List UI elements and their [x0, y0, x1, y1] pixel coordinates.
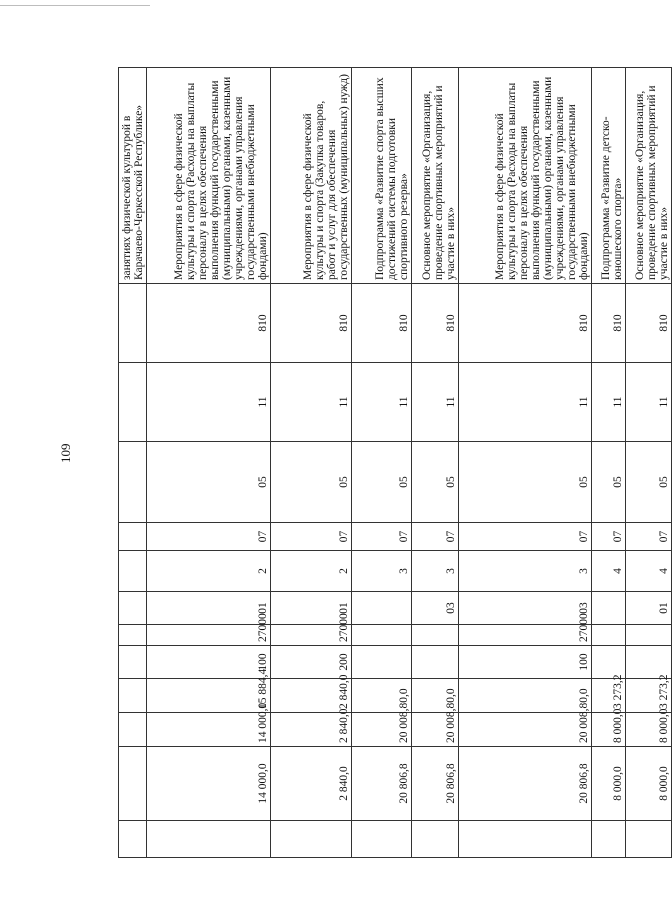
cell-v3: 20 806,8 [412, 747, 459, 821]
cell-v2: 20 008,8 [459, 713, 592, 747]
cell-pr: 05 [147, 442, 271, 523]
page-number: 109 [58, 443, 73, 463]
cell-pr [119, 442, 147, 523]
cell-p3: 03 [412, 592, 459, 625]
cell-p4 [119, 625, 147, 646]
cell-v2: 14 000,0 [147, 713, 271, 747]
cell-gr: 810 [352, 284, 412, 363]
cell-rz: 11 [412, 363, 459, 442]
cell-p3 [592, 592, 626, 625]
cell-rz: 11 [626, 363, 672, 442]
cell-p1: 07 [271, 523, 352, 551]
cell-pr: 05 [459, 442, 592, 523]
cell-p2: 3 [412, 551, 459, 592]
cell-p4: 27000 [147, 625, 271, 646]
cell-gr: 810 [147, 284, 271, 363]
cell-v1: 2 840,0 [271, 679, 352, 713]
table-row [119, 68, 147, 858]
cell-v3: 8 000,0 [592, 747, 626, 821]
table-row [412, 68, 459, 858]
blank-cell [459, 821, 592, 858]
cell-p1: 07 [459, 523, 592, 551]
cell-gr [119, 284, 147, 363]
corner-mark [0, 0, 150, 6]
cell-p3: 01 [626, 592, 672, 625]
cell-rz: 11 [459, 363, 592, 442]
row-name: Подпрограмма «Развитие детско-юношеского спорта» [592, 68, 626, 284]
cell-p1 [119, 523, 147, 551]
cell-gr: 810 [271, 284, 352, 363]
table-row [626, 68, 672, 858]
cell-p2: 2 [147, 551, 271, 592]
table-body [119, 68, 672, 858]
cell-v3: 20 806,8 [459, 747, 592, 821]
cell-p2: 2 [271, 551, 352, 592]
cell-rz: 11 [271, 363, 352, 442]
table-row [147, 68, 271, 858]
cell-gr: 810 [459, 284, 592, 363]
cell-v3 [119, 747, 147, 821]
cell-p4: 27000 [459, 625, 592, 646]
cell-pr: 05 [352, 442, 412, 523]
cell-p1: 07 [592, 523, 626, 551]
cell-gr: 810 [592, 284, 626, 363]
budget-table [118, 67, 672, 858]
table-row [271, 68, 352, 858]
blank-cell [412, 821, 459, 858]
row-name: Основное мероприятие «Организация, проведение спортивных мероприятий и участие в них» [412, 68, 459, 284]
cell-v3: 2 840,0 [271, 747, 352, 821]
cell-vr: 200 [271, 646, 352, 679]
cell-v2: 20 008,8 [352, 713, 412, 747]
cell-p2: 4 [626, 551, 672, 592]
cell-v1: 0,0 [352, 679, 412, 713]
row-name: Мероприятия в сфере физической культуры и спорта (Расходы на выплаты персоналу в целях обеспечения выполнения функций государственными (муниципальными) органами, казенными учреждениями, органами управления государственными внебюджетными фондами) [147, 68, 271, 284]
cell-vr: 100 [459, 646, 592, 679]
row-name: Основное мероприятие «Организация, проведение спортивных мероприятий и участие в них» [626, 68, 672, 284]
cell-v2 [119, 713, 147, 747]
rotated-table-wrapper [118, 68, 670, 858]
cell-vr [119, 646, 147, 679]
cell-p1: 07 [352, 523, 412, 551]
cell-gr: 810 [626, 284, 672, 363]
table-row [352, 68, 412, 858]
blank-cell [271, 821, 352, 858]
cell-rz [119, 363, 147, 442]
cell-v3: 14 000,0 [147, 747, 271, 821]
blank-cell [626, 821, 672, 858]
cell-pr: 05 [271, 442, 352, 523]
blank-cell [147, 821, 271, 858]
row-name: Мероприятия в сфере физической культуры и спорта (Расходы на выплаты персоналу в целях обеспечения выполнения функций государственными (муниципальными) органами, казенными учреждениями, органами управления государственными внебюджетными фондами) [459, 68, 592, 284]
cell-v2: 8 000,0 [592, 713, 626, 747]
cell-vr [412, 646, 459, 679]
cell-rz: 11 [352, 363, 412, 442]
cell-p2: 3 [459, 551, 592, 592]
cell-p1: 07 [147, 523, 271, 551]
cell-pr: 05 [592, 442, 626, 523]
cell-v1: 15 884,4 [147, 679, 271, 713]
row-name: занятиях физической культурой в Карачаево-Черкесской Республике» [119, 68, 147, 284]
cell-v2: 8 000,0 [626, 713, 672, 747]
cell-p4 [412, 625, 459, 646]
cell-p4: 27000 [271, 625, 352, 646]
table-row [459, 68, 592, 858]
cell-rz: 11 [147, 363, 271, 442]
cell-pr: 05 [412, 442, 459, 523]
cell-v1 [119, 679, 147, 713]
cell-p3: 03 [459, 592, 592, 625]
cell-p3 [352, 592, 412, 625]
cell-p2: 3 [352, 551, 412, 592]
cell-p1: 07 [626, 523, 672, 551]
cell-p4 [626, 625, 672, 646]
cell-v1: 3 273,2 [626, 679, 672, 713]
cell-v3: 8 000,0 [626, 747, 672, 821]
blank-cell [119, 821, 147, 858]
cell-p3: 01 [271, 592, 352, 625]
cell-v3: 20 806,8 [352, 747, 412, 821]
cell-v1: 3 273,2 [592, 679, 626, 713]
cell-p2: 4 [592, 551, 626, 592]
cell-v1: 0,0 [459, 679, 592, 713]
cell-p3 [119, 592, 147, 625]
table-row [592, 68, 626, 858]
cell-p4 [352, 625, 412, 646]
row-name: Подпрограмма «Развитие спорта высших достижений системы подготовки спортивного резерва» [352, 68, 412, 284]
cell-p4 [592, 625, 626, 646]
cell-vr: 100 [147, 646, 271, 679]
cell-v2: 2 840,0 [271, 713, 352, 747]
blank-cell [352, 821, 412, 858]
cell-v2: 20 008,8 [412, 713, 459, 747]
cell-p1: 07 [412, 523, 459, 551]
cell-vr [352, 646, 412, 679]
cell-p3: 01 [147, 592, 271, 625]
cell-gr: 810 [412, 284, 459, 363]
row-name: Мероприятия в сфере физической культуры и спорта (Закупка товаров, работ и услуг для обеспечения государственных (муниципальных) нужд) [271, 68, 352, 284]
blank-cell [592, 821, 626, 858]
cell-rz: 11 [592, 363, 626, 442]
cell-p2 [119, 551, 147, 592]
cell-v1: 0,0 [412, 679, 459, 713]
cell-pr: 05 [626, 442, 672, 523]
